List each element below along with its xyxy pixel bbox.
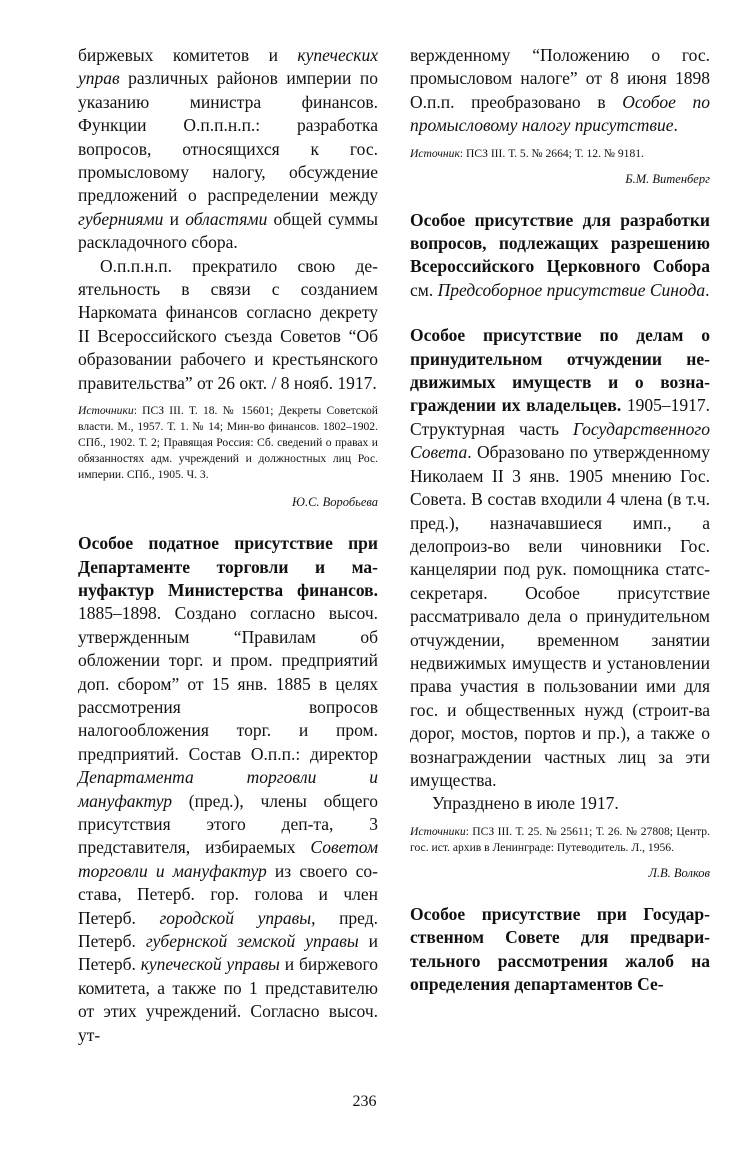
paragraph: О.п.п.н.п. прекратило свою деятельность в связи с созданием Наркомата финансов согласно декрету II Всероссийского съезда Советов “Об образовании рабочего и крестьянского правительства” от 26 окт. / 8 нояб. 1917.: [78, 255, 378, 393]
sources: [410, 824, 710, 856]
sources-text: : ПСЗ III. Т. 18. № 15601; Декреты Советской власти. М., 1957. Т. 1. № 14; Мин-во финансов. 1802–1902. СПб., 1902. Т. 2; Правящая Россия: Сб. сведений о правах и обязанностях адм. учреждений и должностных лиц Рос. империи. СПб., 1905. Ч. 3.: [78, 404, 378, 482]
text: различных районов империи по указанию министра финансов. Функции О.п.п.н.п.: разработка вопросов, относящихся к гос. промысловому налогу, обсуждение предложений о распределении между: [78, 68, 378, 206]
link-text: губерниями: [78, 208, 164, 229]
entry-title: Особое податное присутствие при Департаменте торговли и мануфактур Министерства финансов.: [78, 533, 378, 600]
text: биржевых комитетов и: [78, 45, 298, 65]
text: из своего состава, Петерб. гор. голова и член Петерб.: [78, 860, 378, 928]
continuation-paragraph: [78, 44, 378, 255]
entry-church-council-presence: [410, 209, 710, 303]
text: и: [163, 208, 186, 229]
text: .: [673, 115, 678, 136]
continuation-paragraph: [410, 44, 710, 138]
entry-title: Особое присутствие по делам о принудительном отчуждении недвижимых имуществ и о вознаграждении их владельцев.: [410, 325, 710, 416]
text: , пред. Петерб.: [78, 907, 378, 951]
paragraph: Упразднено в июле 1917.: [432, 793, 619, 814]
link-text: Департамента торговли и мануфактур: [78, 767, 378, 811]
sources-label: Источники: [78, 404, 134, 418]
left-column: [78, 44, 378, 1047]
right-column: [410, 44, 710, 996]
sources-text: : ПСЗ III. Т. 25. № 25611; Т. 26. № 27808; Центр. гос. ист. архив в Ленинграде: Путеводитель. Л., 1956.: [410, 824, 710, 854]
text: .: [705, 279, 710, 300]
entry-special-tax-presence: [78, 532, 378, 1047]
text: вержденному “Положению о гос. промысловом налоге” от 8 июня 1898 О.п.п. преобразовано в: [410, 45, 710, 112]
link-text: губернской земской управы: [145, 931, 359, 951]
entry-state-council-presence-title: Особое присутствие при Государственном Совете для предварительного рассмотрения жалоб на определения департаментов Се-: [410, 903, 710, 994]
link-text: областями: [185, 208, 268, 229]
author: Б.М. Витенберг: [625, 171, 710, 186]
sources: [78, 403, 378, 483]
sources-label: Источник: [410, 146, 460, 160]
link-text: Государственного Совета: [410, 418, 710, 463]
link-text: городской управы: [159, 907, 312, 928]
sources: [410, 146, 710, 162]
entry-expropriation-presence: [410, 324, 710, 792]
text: и биржевого комитета, а также по 1 представителю от этих учреждений. Согласно высоч. ут-: [78, 954, 378, 1045]
link-text: купеческих управ: [78, 45, 378, 89]
author: Л.В. Волков: [648, 865, 710, 880]
link-text: Особое по промысловому налогу присутствие: [410, 91, 710, 136]
author: Ю.С. Воробьева: [292, 495, 378, 510]
sources-text: : ПСЗ III. Т. 5. № 2664; Т. 12. № 9181.: [459, 146, 644, 160]
entry-title: Особое присутствие для разработки вопросов, подлежащих разрешению Всероссийского Церковного Собора: [410, 209, 710, 277]
page-number: 236: [352, 1093, 377, 1110]
text: 1885–1898. Создано согласно высоч. утвержденным “Правилам об обложении торг. и пром. предприятий доп. сбором” от 15 янв. 1885 в целях рассмотрения вопросов налогообложения торг. и пром. предприятий. Состав О.п.п.: директор: [78, 603, 378, 764]
link-text: купеческой управы: [140, 954, 280, 975]
link-text: Советом торговли и мануфактур: [78, 837, 378, 881]
text: см.: [410, 279, 438, 300]
sources-label: Источники: [410, 824, 466, 838]
link-text: Предсоборное присутствие Синода: [437, 279, 706, 300]
text: 1905–1917. Структурная часть: [410, 395, 711, 439]
text: и Петерб.: [78, 931, 379, 975]
text: (пред.), члены общего присутствия этого деп-та, 3 представителя, избираемых: [78, 790, 378, 858]
text: общей суммы раскладочного сбора.: [78, 208, 378, 253]
text: . Образовано по утвержденному Николаем II 3 янв. 1905 мнению Гос. Совета. В состав входили 4 члена (в т.ч. пред.), назначавшиеся имп., а делопроиз-во вели чиновники Гос. канцелярии под рук. помощника статс-секретаря. Особое присутствие рассматривало дела о принудительном отчуждении, временном занятии недвижимых имуществ и установлении права участия в пользовании ими для гос. и общественных нужд (строит-ва дорог, мостов, портов и пр.), а также о вознаграждении частных лиц за эти имущества.: [410, 442, 710, 790]
